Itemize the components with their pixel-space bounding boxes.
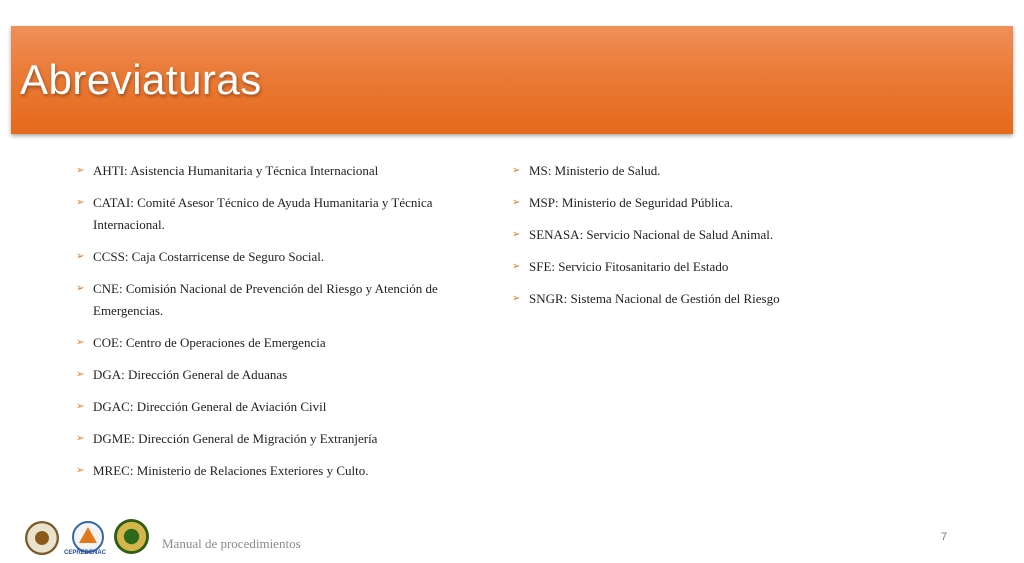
arrow-bullet-icon: ➢ xyxy=(76,251,85,262)
abbreviation-list-left xyxy=(76,160,466,492)
arrow-bullet-icon: ➢ xyxy=(76,197,85,208)
arrow-bullet-icon: ➢ xyxy=(512,229,521,240)
arrow-bullet-icon: ➢ xyxy=(512,165,521,176)
cepredenac-logo xyxy=(72,521,104,553)
list-item-text: CCSS: Caja Costarricense de Seguro Social. xyxy=(93,249,325,264)
list-item-text: MS: Ministerio de Salud. xyxy=(529,163,661,178)
list-item xyxy=(76,160,466,182)
institution-seal-logo xyxy=(25,521,59,555)
list-item-text: SNGR: Sistema Nacional de Gestión del Riesgo xyxy=(529,291,780,306)
list-item-text: MSP: Ministerio de Seguridad Pública. xyxy=(529,195,734,210)
list-item xyxy=(76,246,466,268)
government-seal-logo xyxy=(114,519,149,554)
list-item-text: DGA: Dirección General de Aduanas xyxy=(93,367,288,382)
footer-text: Manual de procedimientos xyxy=(162,536,301,551)
arrow-bullet-icon: ➢ xyxy=(76,465,85,476)
page-number: 7 xyxy=(941,531,948,543)
list-item-text: DGME: Dirección General de Migración y Extranjería xyxy=(93,431,378,446)
list-item-text: AHTI: Asistencia Humanitaria y Técnica Internacional xyxy=(93,163,379,178)
list-item xyxy=(76,278,466,322)
arrow-bullet-icon: ➢ xyxy=(512,293,521,304)
list-item xyxy=(76,396,466,418)
list-item xyxy=(512,192,812,214)
arrow-bullet-icon: ➢ xyxy=(76,433,85,444)
abbreviation-list-right xyxy=(512,160,812,320)
list-item xyxy=(76,332,466,354)
arrow-bullet-icon: ➢ xyxy=(76,401,85,412)
list-item-text: COE: Centro de Operaciones de Emergencia xyxy=(93,335,326,350)
arrow-bullet-icon: ➢ xyxy=(76,369,85,380)
list-item-text: MREC: Ministerio de Relaciones Exteriores y Culto. xyxy=(93,463,369,478)
list-item-text: SFE: Servicio Fitosanitario del Estado xyxy=(529,259,729,274)
arrow-bullet-icon: ➢ xyxy=(76,165,85,176)
list-item-text: CNE: Comisión Nacional de Prevención del Riesgo y Atención de Emergencias. xyxy=(93,281,438,318)
arrow-bullet-icon: ➢ xyxy=(512,261,521,272)
list-item xyxy=(512,256,812,278)
title-bar xyxy=(11,26,1013,134)
triangle-icon xyxy=(79,527,97,543)
arrow-bullet-icon: ➢ xyxy=(76,337,85,348)
list-item xyxy=(512,224,812,246)
list-item xyxy=(76,192,466,236)
list-item xyxy=(512,288,812,310)
list-item xyxy=(512,160,812,182)
cepredenac-logo-label: CEPREDENAC xyxy=(64,550,107,556)
list-item xyxy=(76,460,466,482)
list-item xyxy=(76,364,466,386)
list-item xyxy=(76,428,466,450)
arrow-bullet-icon: ➢ xyxy=(76,283,85,294)
list-item-text: DGAC: Dirección General de Aviación Civil xyxy=(93,399,327,414)
list-item-text: CATAI: Comité Asesor Técnico de Ayuda Humanitaria y Técnica Internacional. xyxy=(93,195,433,232)
list-item-text: SENASA: Servicio Nacional de Salud Animal. xyxy=(529,227,774,242)
arrow-bullet-icon: ➢ xyxy=(512,197,521,208)
slide-title: Abreviaturas xyxy=(20,56,262,103)
